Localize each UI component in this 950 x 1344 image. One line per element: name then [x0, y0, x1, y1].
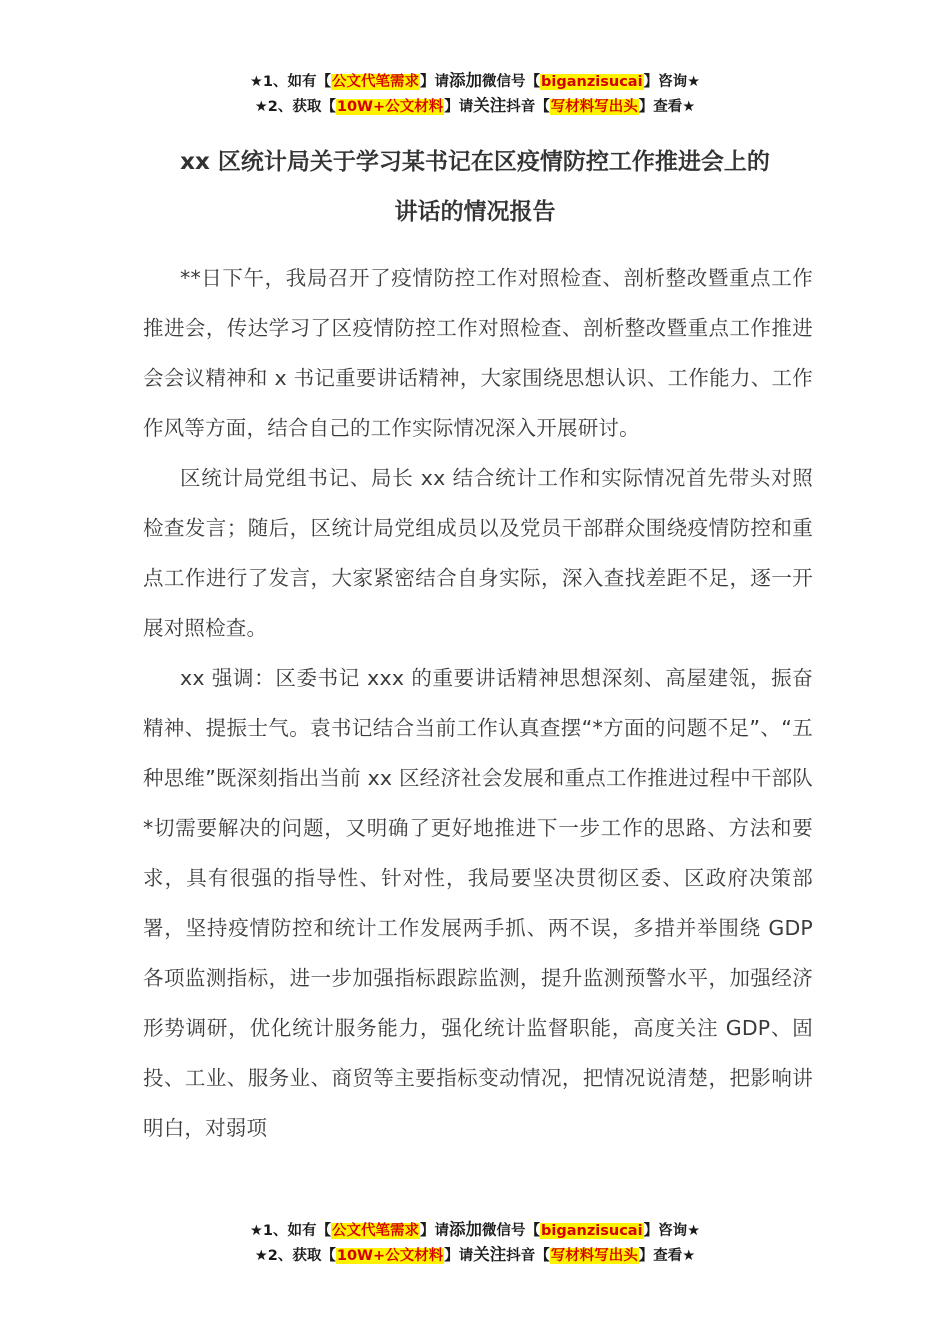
promo-highlight: 写材料写出头 [550, 99, 638, 115]
promo-text: 】查看★ [638, 99, 696, 115]
paragraph-1: **日下午，我局召开了疫情防控工作对照检查、剖析整改暨重点工作推进会，传达学习了区疫情防控工作对照检查、剖析整改暨重点工作推进会会议精神和 x 书记重要讲话精神，大家围绕思想认识、工作能力、工作作风等方面，结合自己的工作实际情况深入开展研讨。 [143, 266, 813, 440]
promo-text: ★2、获取【 [254, 99, 336, 115]
promo-text: 】请 [420, 1223, 450, 1239]
document-body [143, 253, 813, 1153]
promo-emphasis: 添加 [449, 71, 483, 90]
title-line-1: xx 区统计局关于学习某书记在区疫情防控工作推进会上的 [180, 149, 770, 175]
promo-highlight: 写材料写出头 [550, 1248, 638, 1264]
promo-text: 】咨询★ [643, 74, 701, 90]
promo-text: ★1、如有【 [249, 1223, 332, 1239]
promo-text: 微信号【 [482, 74, 541, 90]
promo-highlight: biganzisucai [541, 1223, 643, 1239]
promo-text: 】请 [444, 99, 474, 115]
promo-highlight: 公文代笔需求 [332, 1223, 420, 1239]
promo-highlight: 10W+公文材料 [336, 99, 444, 115]
promo-line-2 [0, 1243, 950, 1268]
promo-emphasis: 关注 [473, 96, 507, 115]
title-line-2: 讲话的情况报告 [394, 199, 556, 225]
promo-emphasis: 关注 [473, 1245, 507, 1264]
promo-text: ★2、获取【 [254, 1248, 336, 1264]
promo-banner-top [0, 69, 950, 119]
document-title [120, 137, 830, 237]
promo-highlight: biganzisucai [541, 74, 643, 90]
promo-text: 】查看★ [638, 1248, 696, 1264]
promo-emphasis: 添加 [449, 1220, 483, 1239]
paragraph-2: 区统计局党组书记、局长 xx 结合统计工作和实际情况首先带头对照检查发言；随后，区统计局党组成员以及党员干部群众围绕疫情防控和重点工作进行了发言，大家紧密结合自身实际，深入查找差距不足，逐一开展对照检查。 [143, 466, 813, 640]
promo-text: 】请 [444, 1248, 474, 1264]
promo-line-1 [0, 69, 950, 94]
promo-text: 抖音【 [506, 99, 550, 115]
paragraph-3: xx 强调：区委书记 xxx 的重要讲话精神思想深刻、高屋建瓴，振奋精神、提振士气。袁书记结合当前工作认真查摆“*方面的问题不足”、“五种思维”既深刻指出当前 xx 区经济社会发展和重点工作推进过程中干部队*切需要解决的问题，又明确了更好地推进下一步工作的思路、方法和要求，具有很强的指导性、针对性，我局要坚决贯彻区委、区政府决策部署，坚持疫情防控和统计工作发展两手抓、两不误，多措并举围绕 GDP 各项监测指标，进一步加强指标跟踪监测，提升监测预警水平，加强经济形势调研，优化统计服务能力，强化统计监督职能，高度关注 GDP、固投、工业、服务业、商贸等主要指标变动情况，把情况说清楚，把影响讲明白，对弱项 [143, 666, 813, 1140]
promo-highlight: 公文代笔需求 [332, 74, 420, 90]
promo-line-2 [0, 94, 950, 119]
promo-text: 抖音【 [506, 1248, 550, 1264]
promo-text: ★1、如有【 [249, 74, 332, 90]
promo-highlight: 10W+公文材料 [336, 1248, 444, 1264]
promo-banner-bottom [0, 1218, 950, 1268]
promo-text: 微信号【 [482, 1223, 541, 1239]
promo-line-1 [0, 1218, 950, 1243]
promo-text: 】咨询★ [643, 1223, 701, 1239]
promo-text: 】请 [420, 74, 450, 90]
